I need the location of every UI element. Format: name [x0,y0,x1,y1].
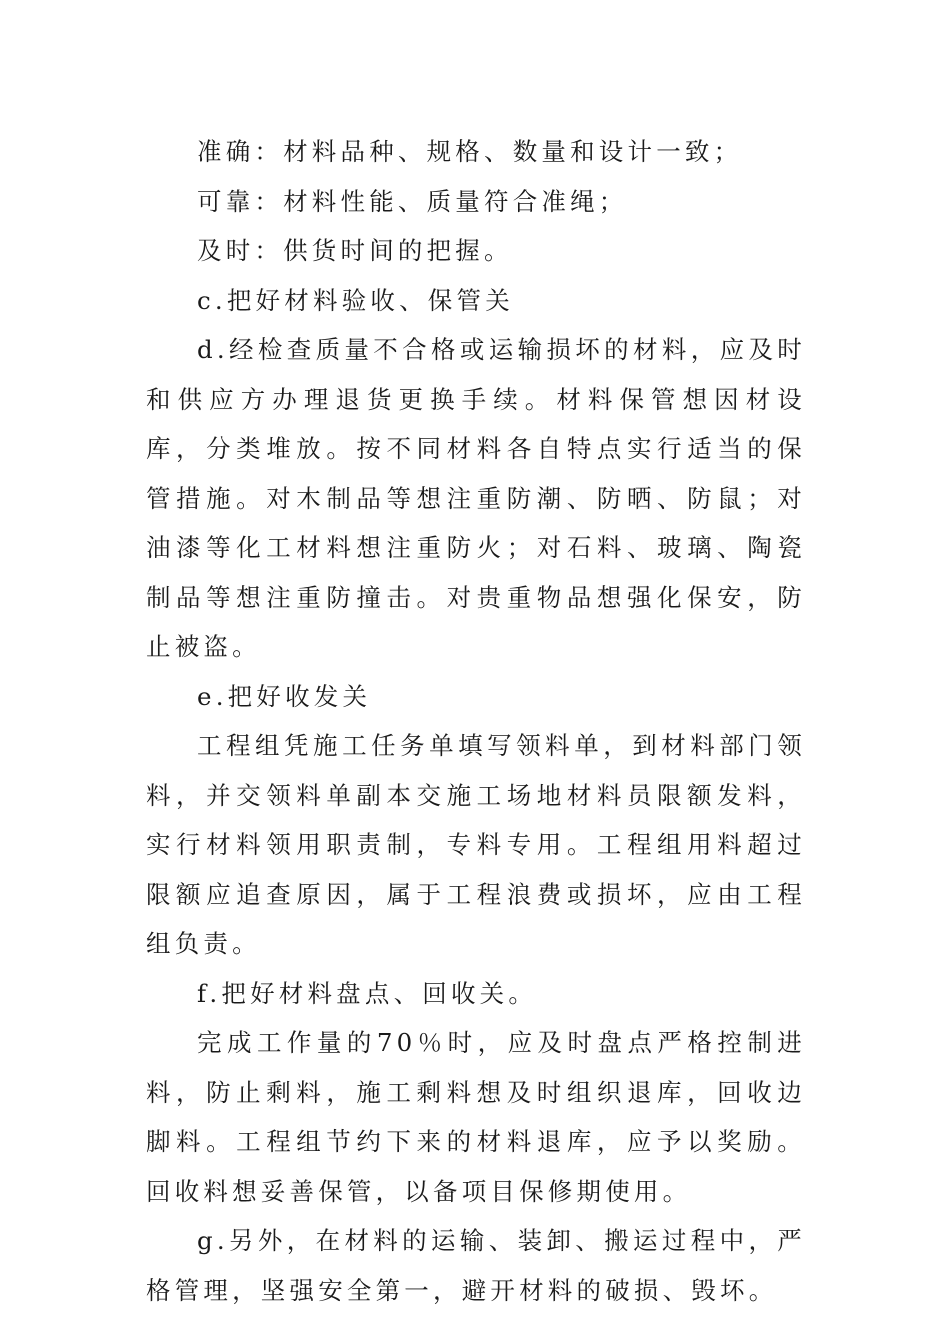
heading-f-inventory-recovery: f.把好材料盘点、回收关。 [197,978,538,1008]
heading-e-issue-receipt: e.把好收发关 [197,681,372,711]
paragraph-timeliness: 及时：供货时间的把握。 [197,236,513,265]
paragraph-accuracy: 准确：材料品种、规格、数量和设计一致； [197,137,743,166]
paragraph-reliability: 可靠：材料性能、质量符合准绳； [197,186,628,216]
paragraph-inventory: 完成工作量的70％时，应及时盘点严格控制进料，防止剩料，施工剩料想及时组织退库，回收边脚料。工程组节约下来的材料退库，应予以奖励。回收料想妥善保管，以备项目保修期使用。 [146,1028,806,1206]
paragraph-requisition: 工程组凭施工任务单填写领料单，到材料部门领料，并交领料单副本交施工场地材料员限额发料，实行材料领用职责制，专料专用。工程组用料超过限额应追查原因，属于工程浪费或损坏，应由工程组负责。 [146,731,806,958]
paragraph-d-inspection-storage: d.经检查质量不合格或运输损坏的材料，应及时和供应方办理退货更换手续。材料保管想因材设库，分类堆放。按不同材料各自特点实行适当的保管措施。对木制品等想注重防潮、防晒、防鼠；对油漆等化工材料想注重防火；对石料、玻璃、陶瓷制品等想注重防撞击。对贵重物品想强化保安，防止被盗。 [146,335,806,661]
document-body [146,127,806,1315]
heading-c-acceptance-storage: c.把好材料验收、保管关 [197,285,514,315]
paragraph-g-transport: g.另外，在材料的运输、装卸、搬运过程中，严格管理，坚强安全第一，避开材料的破损、毁坏。 [146,1226,806,1305]
